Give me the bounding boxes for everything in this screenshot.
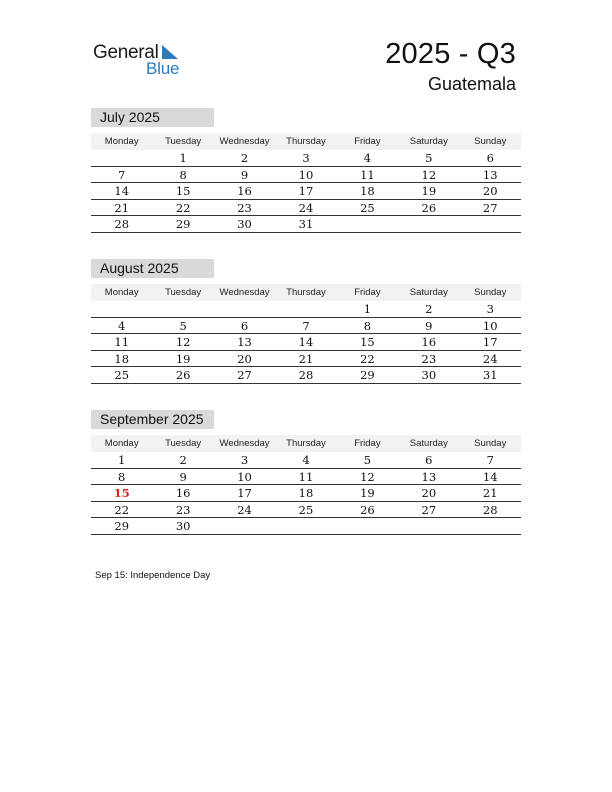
country-name: Guatemala <box>427 74 516 94</box>
day-cell: 2 <box>425 302 433 316</box>
weeks-container <box>91 452 521 535</box>
day-cell: 24 <box>298 200 314 215</box>
day-cell: 4 <box>363 151 372 165</box>
week-row <box>91 502 521 519</box>
day-cell: 11 <box>360 167 375 182</box>
day-cell: 15 <box>360 335 375 349</box>
weeks-container <box>91 301 521 384</box>
day-cell: 10 <box>482 318 498 333</box>
day-cell: 24 <box>237 502 252 517</box>
day-cell: 19 <box>175 351 191 366</box>
day-cell: 3 <box>240 453 249 467</box>
day-cell: 3 <box>486 302 494 316</box>
logo-text-blue: Blue <box>146 59 180 78</box>
month-header: September 2025 <box>91 410 214 429</box>
day-cell: 26 <box>421 200 437 215</box>
day-cell: 14 <box>114 184 130 198</box>
week-row <box>91 301 521 318</box>
day-cell: 17 <box>237 486 252 500</box>
weekday-label: Wednesday <box>219 136 270 147</box>
empty-day-cell <box>398 518 459 534</box>
week-row <box>91 216 521 233</box>
day-cell: 16 <box>175 486 191 500</box>
empty-day-cell <box>152 301 213 317</box>
weekday-label: Monday <box>104 136 139 147</box>
day-cell: 1 <box>363 302 372 316</box>
day-cell: 9 <box>240 167 249 182</box>
week-row <box>91 518 521 535</box>
empty-day-cell <box>275 518 336 534</box>
week-row <box>91 167 521 184</box>
empty-day-cell <box>460 518 521 534</box>
weekday-label: Friday <box>354 136 381 147</box>
day-cell: 29 <box>114 519 130 533</box>
day-cell: 25 <box>114 368 130 382</box>
day-cell: 18 <box>360 184 375 198</box>
empty-day-cell <box>337 216 398 232</box>
week-row <box>91 452 521 469</box>
weekday-label: Tuesday <box>165 287 202 298</box>
day-cell: 16 <box>421 335 437 349</box>
day-cell: 10 <box>237 469 252 484</box>
day-cell: 29 <box>360 368 375 382</box>
day-cell: 7 <box>118 167 126 182</box>
week-row <box>91 183 521 200</box>
day-cell: 19 <box>421 184 437 198</box>
day-cell: 28 <box>114 217 130 231</box>
weekday-label: Saturday <box>409 438 448 449</box>
day-cell: 9 <box>425 318 433 333</box>
day-cell: 28 <box>482 502 498 517</box>
empty-day-cell <box>275 301 336 317</box>
logo-text-general: General <box>93 42 159 63</box>
day-cell: 23 <box>175 502 191 517</box>
day-cell: 30 <box>237 217 252 231</box>
weekday-label: Sunday <box>474 287 507 298</box>
weekday-label: Thursday <box>286 287 326 298</box>
day-cell: 5 <box>425 151 433 165</box>
month-header: July 2025 <box>91 108 214 127</box>
empty-day-cell <box>214 301 275 317</box>
day-cell: 27 <box>237 368 252 382</box>
day-cell: 17 <box>298 184 314 198</box>
weekday-label: Sunday <box>474 438 507 449</box>
day-cell: 24 <box>482 351 498 366</box>
day-cell: 12 <box>360 469 375 484</box>
day-cell: 22 <box>175 200 191 215</box>
day-cell: 23 <box>237 200 252 215</box>
day-cell: 30 <box>421 368 437 382</box>
day-cell: 12 <box>175 335 191 349</box>
day-cell: 19 <box>360 486 375 500</box>
weekday-label: Friday <box>354 287 381 298</box>
day-cell: 11 <box>298 469 314 484</box>
weeks-container <box>91 150 521 233</box>
weekday-label: Tuesday <box>165 136 202 147</box>
day-cell: 20 <box>421 486 437 500</box>
day-cell: 11 <box>114 335 130 349</box>
day-cell: 18 <box>114 351 130 366</box>
day-cell: 5 <box>363 453 372 467</box>
month-block-september <box>91 410 521 535</box>
month-header: August 2025 <box>91 259 214 278</box>
day-cell: 12 <box>421 167 437 182</box>
generalblue-logo <box>93 42 193 78</box>
day-cell: 20 <box>237 351 252 366</box>
day-cell: 13 <box>482 167 498 182</box>
weekday-header-row <box>91 284 521 301</box>
day-cell: 4 <box>302 453 310 467</box>
weekday-label: Thursday <box>286 136 326 147</box>
day-cell: 7 <box>486 453 494 467</box>
day-cell: 2 <box>240 151 249 165</box>
day-cell: 23 <box>421 351 437 366</box>
weekday-label: Thursday <box>286 438 326 449</box>
day-cell: 6 <box>240 318 249 333</box>
week-row <box>91 200 521 217</box>
day-cell: 3 <box>302 151 310 165</box>
day-cell: 25 <box>360 200 375 215</box>
day-cell: 15 <box>175 184 191 198</box>
day-cell: 31 <box>298 217 314 231</box>
day-cell: 1 <box>118 453 126 467</box>
empty-day-cell <box>91 301 152 317</box>
day-cell: 31 <box>482 368 498 382</box>
day-cell: 8 <box>363 318 372 333</box>
day-cell: 21 <box>482 486 498 500</box>
weekday-label: Tuesday <box>165 438 202 449</box>
weekday-label: Saturday <box>409 287 448 298</box>
day-cell: 13 <box>237 335 252 349</box>
day-cell: 14 <box>298 335 314 349</box>
week-row <box>91 318 521 335</box>
month-block-july <box>91 108 521 233</box>
day-cell: 14 <box>482 469 498 484</box>
weekday-label: Monday <box>104 287 139 298</box>
day-cell: 22 <box>114 502 130 517</box>
empty-day-cell <box>337 518 398 534</box>
day-cell: 7 <box>302 318 310 333</box>
day-cell: 26 <box>175 368 191 382</box>
day-cell: 9 <box>179 469 187 484</box>
week-row <box>91 485 521 502</box>
week-row <box>91 351 521 368</box>
empty-day-cell <box>214 518 275 534</box>
day-cell: 18 <box>298 486 314 500</box>
day-cell: 25 <box>298 502 314 517</box>
weekday-header-row <box>91 435 521 452</box>
day-cell: 30 <box>175 519 191 533</box>
day-cell: 21 <box>114 200 130 215</box>
day-cell: 1 <box>179 151 187 165</box>
weekday-label: Monday <box>104 438 139 449</box>
week-row <box>91 150 521 167</box>
week-row <box>91 367 521 384</box>
day-cell: 13 <box>421 469 437 484</box>
day-cell: 22 <box>360 351 375 366</box>
weekday-label: Sunday <box>474 136 507 147</box>
day-cell: 2 <box>179 453 187 467</box>
empty-day-cell <box>398 216 459 232</box>
day-cell: 5 <box>179 318 187 333</box>
day-cell: 27 <box>421 502 437 517</box>
day-cell: 16 <box>237 184 252 198</box>
day-cell: 8 <box>118 469 126 484</box>
day-cell: 26 <box>360 502 375 517</box>
week-row <box>91 334 521 351</box>
day-cell: 6 <box>425 453 433 467</box>
day-cell: 4 <box>118 318 126 333</box>
day-cell: 21 <box>298 351 314 366</box>
month-block-august <box>91 259 521 384</box>
day-cell: 6 <box>486 151 494 165</box>
page-title: 2025 - Q3 <box>385 38 516 70</box>
empty-day-cell <box>91 150 152 166</box>
weekday-label: Wednesday <box>219 438 270 449</box>
day-cell: 27 <box>482 200 498 215</box>
day-cell: 20 <box>482 184 498 198</box>
weekday-header-row <box>91 133 521 150</box>
day-cell: 10 <box>298 167 314 182</box>
holiday-day-cell: 15 <box>113 486 130 500</box>
weekday-label: Saturday <box>409 136 448 147</box>
day-cell: 17 <box>482 335 498 349</box>
day-cell: 28 <box>298 368 314 382</box>
empty-day-cell <box>460 216 521 232</box>
weekday-label: Friday <box>354 438 381 449</box>
day-cell: 8 <box>179 167 187 182</box>
weekday-label: Wednesday <box>219 287 270 298</box>
day-cell: 29 <box>175 217 191 231</box>
logo-triangle-icon <box>162 45 178 59</box>
week-row <box>91 469 521 486</box>
holiday-note: Sep 15: Independence Day <box>95 570 211 581</box>
